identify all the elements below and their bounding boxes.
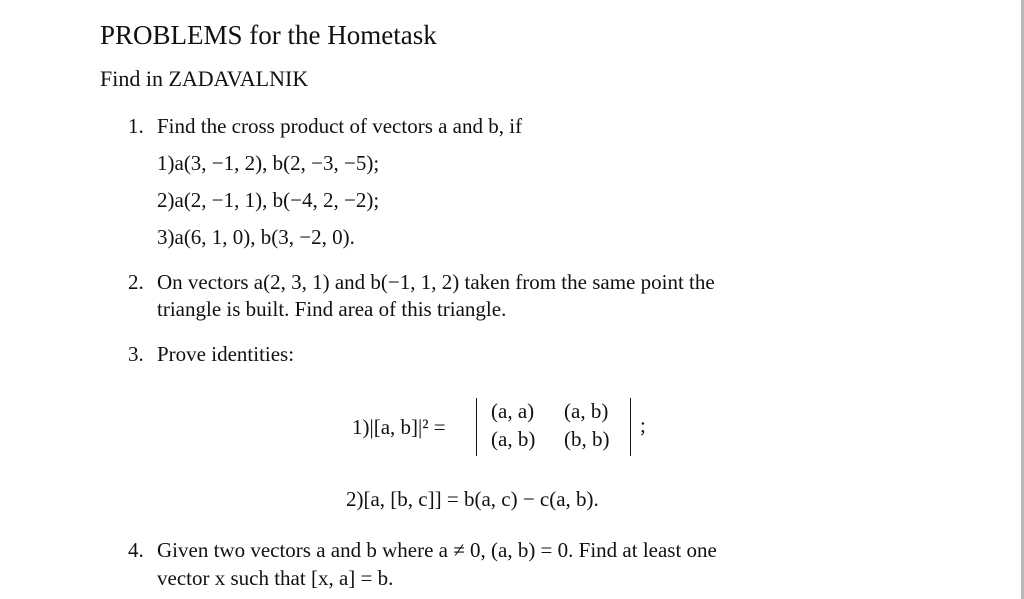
determinant-bar-right — [630, 398, 631, 456]
problem-1-line-3: 3)a(6, 1, 0), b(3, −2, 0). — [157, 225, 355, 249]
det-cell-21: (a, b) — [491, 427, 536, 451]
problem-1-line-1: 1)a(3, −1, 2), b(2, −3, −5); — [157, 151, 380, 175]
problem-4-number: 4. — [128, 538, 144, 562]
page-subtitle: Find in ZADAVALNIK — [100, 66, 309, 91]
problem-1-number: 1. — [128, 114, 144, 138]
identity-2: 2)[a, [b, c]] = b(a, c) − c(a, b). — [346, 487, 599, 511]
det-cell-11: (a, a) — [491, 399, 535, 423]
problem-3-number: 3. — [128, 342, 144, 366]
problem-2-line-2: triangle is built. Find area of this triangle. — [157, 297, 507, 321]
det-cell-12: (a, b) — [564, 399, 609, 423]
problem-1-text: Find the cross product of vectors a and b, if — [157, 114, 523, 138]
problem-2-number: 2. — [128, 270, 144, 294]
problem-2-line-1: On vectors a(2, 3, 1) and b(−1, 1, 2) taken from the same point the — [157, 270, 715, 294]
problem-4-line-1: Given two vectors a and b where a ≠ 0, (a, b) = 0. Find at least one — [157, 538, 717, 562]
problem-1-line-2: 2)a(2, −1, 1), b(−4, 2, −2); — [157, 188, 380, 212]
problem-3-text: Prove identities: — [157, 342, 295, 366]
det-cell-22: (b, b) — [564, 427, 610, 451]
determinant-bar-left — [476, 398, 477, 456]
identity-1-left: 1)|[a, b]|² = — [352, 415, 446, 439]
identity-1-end: ; — [640, 413, 646, 437]
problem-4-line-2: vector x such that [x, a] = b. — [157, 566, 394, 590]
page-title: PROBLEMS for the Hometask — [100, 20, 437, 50]
